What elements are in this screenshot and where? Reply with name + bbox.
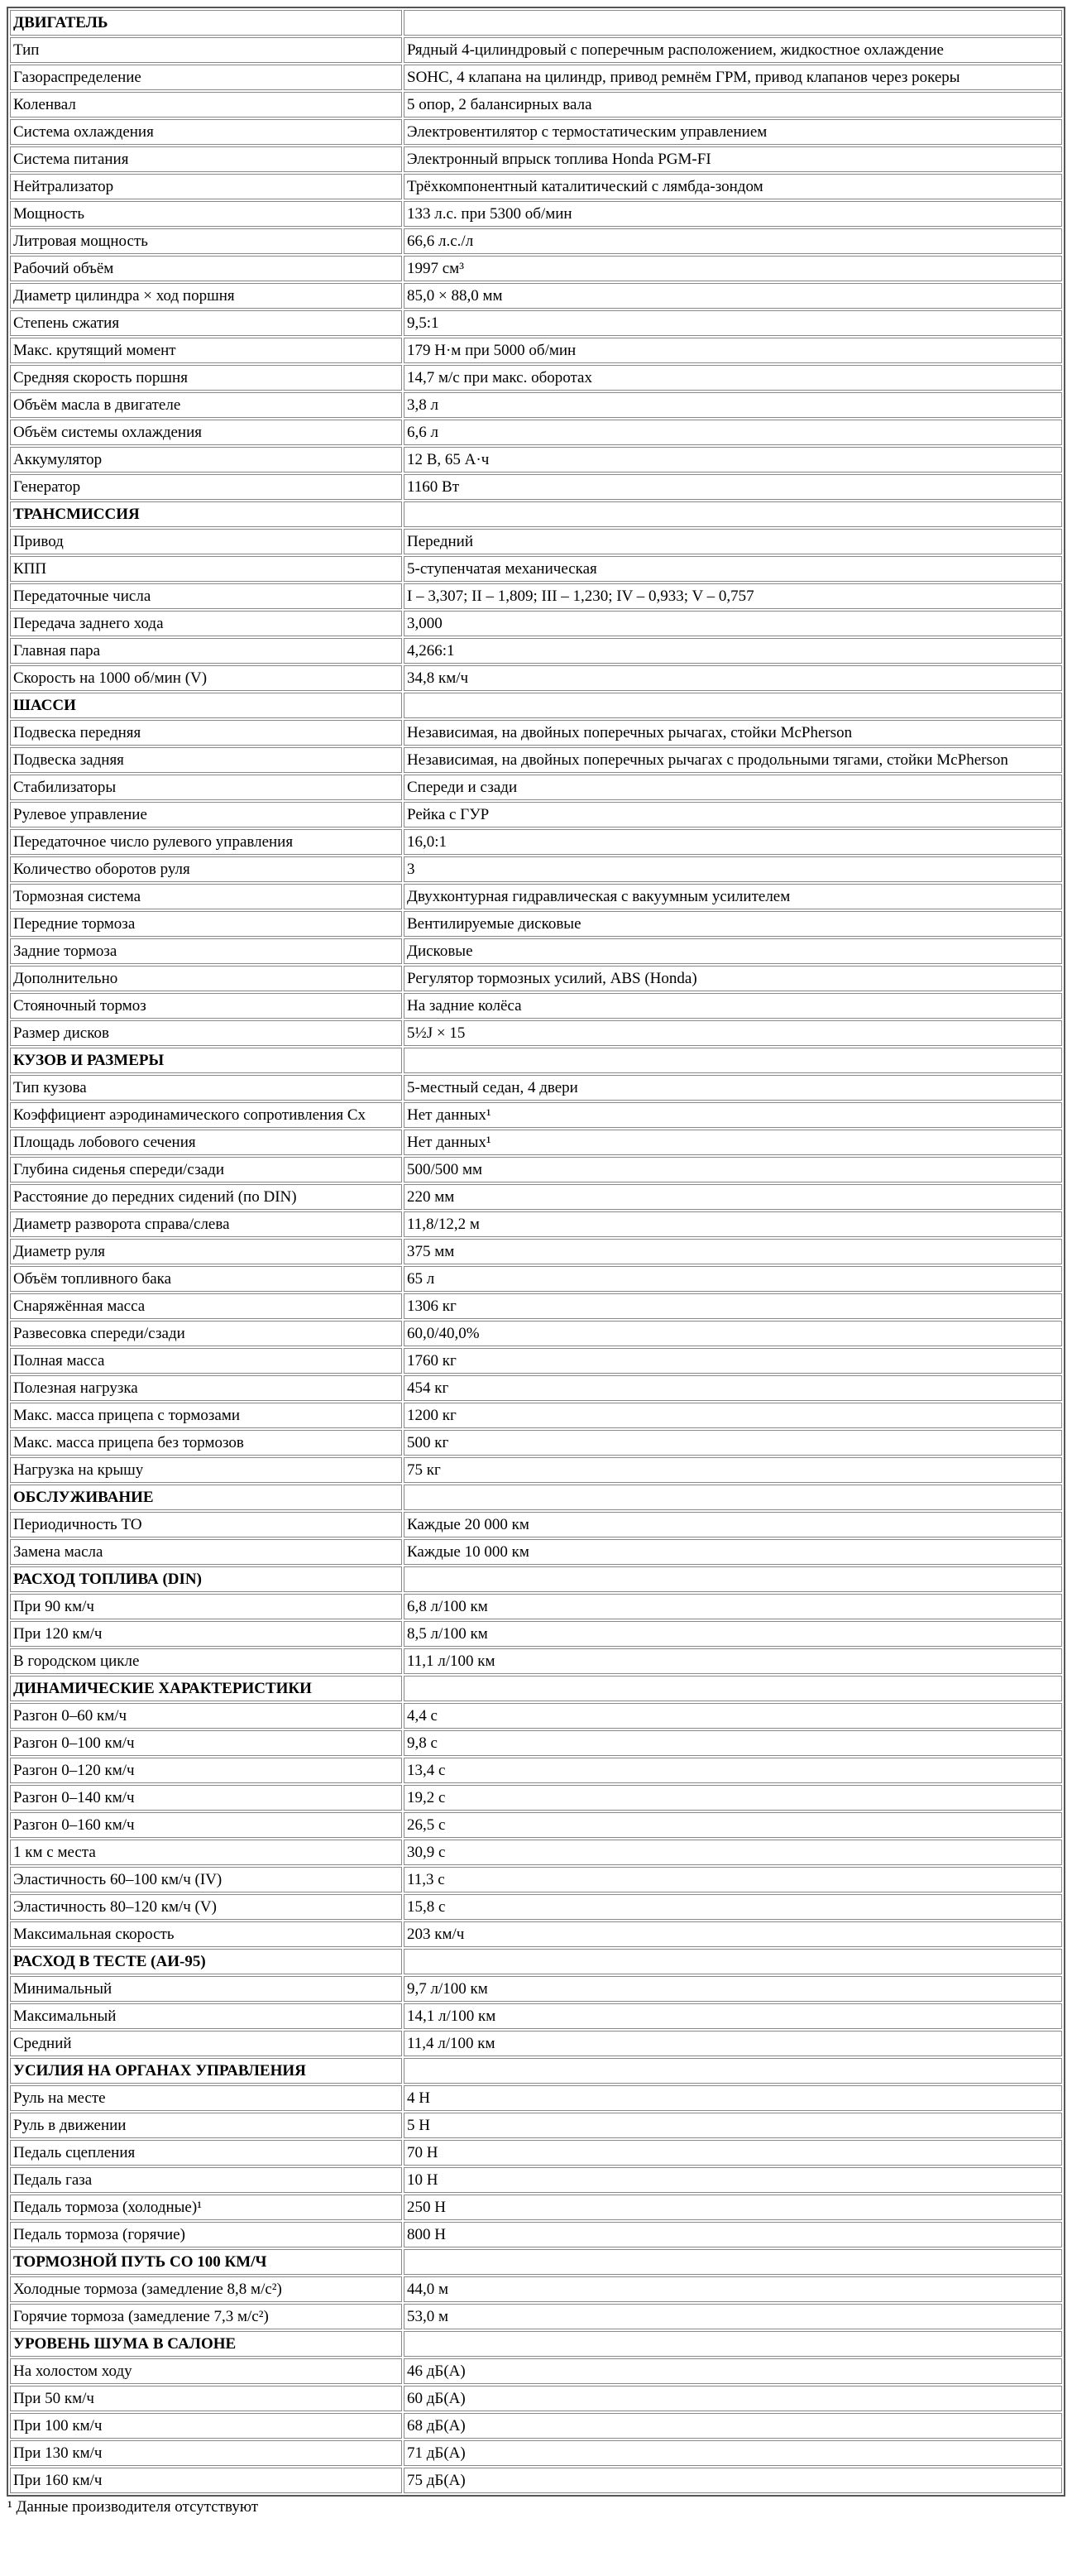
spec-value: Трёхкомпонентный каталитический с лямбда-зондом [404, 174, 1062, 199]
spec-label: Тип [10, 37, 402, 63]
table-row [10, 1539, 1062, 1565]
spec-label: Количество оборотов руля [10, 856, 402, 882]
table-row [10, 1130, 1062, 1155]
section-title: ОБСЛУЖИВАНИЕ [10, 1485, 402, 1510]
spec-label: Макс. масса прицепа без тормозов [10, 1430, 402, 1456]
table-row [10, 365, 1062, 391]
spec-value: 5 опор, 2 балансирных вала [404, 92, 1062, 118]
spec-value: 179 Н·м при 5000 об/мин [404, 338, 1062, 363]
spec-value: 9,5:1 [404, 310, 1062, 336]
section-title-spacer [404, 1048, 1062, 1073]
spec-label: Дополнительно [10, 966, 402, 991]
spec-label: Объём системы охлаждения [10, 420, 402, 445]
section-title: УРОВЕНЬ ШУМА В САЛОНЕ [10, 2331, 402, 2357]
table-row [10, 1621, 1062, 1647]
spec-value: 454 кг [404, 1375, 1062, 1401]
table-row [10, 747, 1062, 773]
table-row [10, 2358, 1062, 2384]
table-row [10, 256, 1062, 281]
spec-label: Площадь лобового сечения [10, 1130, 402, 1155]
spec-label: Средняя скорость поршня [10, 365, 402, 391]
spec-label: КПП [10, 556, 402, 582]
spec-label: Макс. крутящий момент [10, 338, 402, 363]
spec-value: 1997 см³ [404, 256, 1062, 281]
spec-label: Рабочий объём [10, 256, 402, 281]
spec-label: Коэффициент аэродинамического сопротивления Cx [10, 1102, 402, 1128]
spec-label: Периодичность ТО [10, 1512, 402, 1537]
table-row [10, 638, 1062, 664]
spec-label: Главная пара [10, 638, 402, 664]
spec-label: Эластичность 80–120 км/ч (V) [10, 1894, 402, 1920]
spec-value: 3,8 л [404, 392, 1062, 418]
spec-value: 75 дБ(А) [404, 2468, 1062, 2493]
table-row [10, 228, 1062, 254]
spec-label: Полезная нагрузка [10, 1375, 402, 1401]
spec-label: Педаль тормоза (холодные)¹ [10, 2195, 402, 2220]
spec-value: 3 [404, 856, 1062, 882]
section-title: ДИНАМИЧЕСКИЕ ХАРАКТЕРИСТИКИ [10, 1676, 402, 1701]
spec-value: На задние колёса [404, 993, 1062, 1019]
table-row [10, 65, 1062, 90]
table-row [10, 2468, 1062, 2493]
table-row [10, 1840, 1062, 1865]
spec-value: 375 мм [404, 1239, 1062, 1264]
spec-label: Система питания [10, 146, 402, 172]
spec-label: Литровая мощность [10, 228, 402, 254]
spec-label: Педаль тормоза (горячие) [10, 2222, 402, 2247]
spec-label: При 50 км/ч [10, 2386, 402, 2411]
table-row [10, 1321, 1062, 1346]
table-row [10, 884, 1062, 909]
spec-label: Максимальный [10, 2003, 402, 2029]
table-row [10, 938, 1062, 964]
spec-label: Рулевое управление [10, 802, 402, 827]
section-title-spacer [404, 2058, 1062, 2084]
spec-label: При 100 км/ч [10, 2413, 402, 2439]
table-row [10, 775, 1062, 800]
table-row [10, 1894, 1062, 1920]
table-row [10, 529, 1062, 554]
table-row [10, 1758, 1062, 1783]
section-header-row [10, 2331, 1062, 2357]
footnote: ¹ Данные производителя отсутствуют [7, 2498, 259, 2516]
table-row [10, 1348, 1062, 1374]
table-row [10, 2304, 1062, 2329]
table-row [10, 1921, 1062, 1947]
table-row [10, 1266, 1062, 1292]
section-title-spacer [404, 1485, 1062, 1510]
table-row [10, 802, 1062, 827]
table-row [10, 37, 1062, 63]
spec-value: 11,3 с [404, 1867, 1062, 1892]
spec-value: 13,4 с [404, 1758, 1062, 1783]
table-row [10, 92, 1062, 118]
section-header-row [10, 1485, 1062, 1510]
spec-value: 65 л [404, 1266, 1062, 1292]
spec-value: 60,0/40,0% [404, 1321, 1062, 1346]
spec-value: Нет данных¹ [404, 1130, 1062, 1155]
spec-value: Электровентилятор с термостатическим управлением [404, 119, 1062, 145]
spec-value: 11,1 л/100 км [404, 1648, 1062, 1674]
spec-value: 34,8 км/ч [404, 665, 1062, 691]
spec-label: Объём топливного бака [10, 1266, 402, 1292]
spec-value: 19,2 с [404, 1785, 1062, 1811]
table-row [10, 2276, 1062, 2302]
table-row [10, 665, 1062, 691]
table-row [10, 2195, 1062, 2220]
spec-label: Привод [10, 529, 402, 554]
spec-label: Макс. масса прицепа с тормозами [10, 1403, 402, 1428]
table-row [10, 993, 1062, 1019]
spec-label: Холодные тормоза (замедление 8,8 м/с²) [10, 2276, 402, 2302]
spec-label: Газораспределение [10, 65, 402, 90]
table-row [10, 174, 1062, 199]
spec-value: 6,8 л/100 км [404, 1594, 1062, 1619]
spec-value: Двухконтурная гидравлическая с вакуумным усилителем [404, 884, 1062, 909]
spec-document [7, 7, 1065, 2517]
spec-label: Система охлаждения [10, 119, 402, 145]
spec-value: 14,1 л/100 км [404, 2003, 1062, 2029]
spec-label: Эластичность 60–100 км/ч (IV) [10, 1867, 402, 1892]
section-title: РАСХОД ТОПЛИВА (DIN) [10, 1566, 402, 1592]
spec-label: Диаметр разворота справа/слева [10, 1211, 402, 1237]
spec-value: Независимая, на двойных поперечных рычагах, стойки McPherson [404, 720, 1062, 746]
spec-value: Нет данных¹ [404, 1102, 1062, 1128]
table-row [10, 1293, 1062, 1319]
spec-label: Передаточные числа [10, 583, 402, 609]
spec-label: Скорость на 1000 об/мин (V) [10, 665, 402, 691]
spec-value: Каждые 20 000 км [404, 1512, 1062, 1537]
table-row [10, 474, 1062, 500]
table-row [10, 1457, 1062, 1483]
spec-value: 53,0 м [404, 2304, 1062, 2329]
spec-label: Генератор [10, 474, 402, 500]
section-header-row [10, 1566, 1062, 1592]
spec-label: Горячие тормоза (замедление 7,3 м/с²) [10, 2304, 402, 2329]
spec-value: Вентилируемые дисковые [404, 911, 1062, 937]
spec-label: На холостом ходу [10, 2358, 402, 2384]
spec-value: 4,266:1 [404, 638, 1062, 664]
spec-label: Снаряжённая масса [10, 1293, 402, 1319]
spec-value: 12 В, 65 А·ч [404, 447, 1062, 473]
table-row [10, 1184, 1062, 1210]
section-title-spacer [404, 2331, 1062, 2357]
spec-value: 133 л.с. при 5300 об/мин [404, 201, 1062, 227]
spec-label: Замена масла [10, 1539, 402, 1565]
table-row [10, 1239, 1062, 1264]
spec-label: При 160 км/ч [10, 2468, 402, 2493]
spec-label: При 120 км/ч [10, 1621, 402, 1647]
table-row [10, 1075, 1062, 1101]
spec-value: Спереди и сзади [404, 775, 1062, 800]
spec-label: Педаль сцепления [10, 2140, 402, 2166]
spec-label: При 130 км/ч [10, 2440, 402, 2466]
spec-value: 203 км/ч [404, 1921, 1062, 1947]
spec-label: Педаль газа [10, 2167, 402, 2193]
section-header-row [10, 10, 1062, 36]
table-row [10, 283, 1062, 309]
section-header-row [10, 1676, 1062, 1701]
spec-label: Разгон 0–160 км/ч [10, 1812, 402, 1838]
section-title-spacer [404, 1566, 1062, 1592]
spec-value: 9,8 с [404, 1730, 1062, 1756]
spec-value: 3,000 [404, 611, 1062, 636]
table-row [10, 2167, 1062, 2193]
spec-label: Руль на месте [10, 2085, 402, 2111]
spec-label: Нагрузка на крышу [10, 1457, 402, 1483]
spec-value: I – 3,307; II – 1,809; III – 1,230; IV – 0,933; V – 0,757 [404, 583, 1062, 609]
spec-label: Передача заднего хода [10, 611, 402, 636]
spec-label: Стояночный тормоз [10, 993, 402, 1019]
spec-label: Тормозная система [10, 884, 402, 909]
spec-label: Глубина сиденья спереди/сзади [10, 1157, 402, 1182]
spec-value: 500/500 мм [404, 1157, 1062, 1182]
spec-value: 70 Н [404, 2140, 1062, 2166]
table-row [10, 2031, 1062, 2056]
spec-value: 220 мм [404, 1184, 1062, 1210]
spec-value: 1306 кг [404, 1293, 1062, 1319]
section-header-row [10, 1949, 1062, 1974]
spec-label: Разгон 0–120 км/ч [10, 1758, 402, 1783]
table-row [10, 447, 1062, 473]
spec-value: 5-ступенчатая механическая [404, 556, 1062, 582]
table-row [10, 911, 1062, 937]
section-title: КУЗОВ И РАЗМЕРЫ [10, 1048, 402, 1073]
spec-value: Передний [404, 529, 1062, 554]
spec-value: 250 Н [404, 2195, 1062, 2220]
section-title: ДВИГАТЕЛЬ [10, 10, 402, 36]
spec-value: Дисковые [404, 938, 1062, 964]
spec-label: Разгон 0–140 км/ч [10, 1785, 402, 1811]
spec-value: 60 дБ(А) [404, 2386, 1062, 2411]
table-row [10, 392, 1062, 418]
spec-label: Мощность [10, 201, 402, 227]
spec-label: Передаточное число рулевого управления [10, 829, 402, 855]
spec-value: 16,0:1 [404, 829, 1062, 855]
spec-label: Максимальная скорость [10, 1921, 402, 1947]
table-row [10, 1867, 1062, 1892]
spec-label: При 90 км/ч [10, 1594, 402, 1619]
table-row [10, 1430, 1062, 1456]
spec-value: 44,0 м [404, 2276, 1062, 2302]
table-row [10, 1512, 1062, 1537]
spec-value: 15,8 с [404, 1894, 1062, 1920]
section-title: ТОРМОЗНОЙ ПУТЬ СО 100 КМ/Ч [10, 2249, 402, 2275]
section-title-spacer [404, 2249, 1062, 2275]
table-row [10, 2085, 1062, 2111]
section-title-spacer [404, 1949, 1062, 1974]
spec-label: Развесовка спереди/сзади [10, 1321, 402, 1346]
spec-label: Расстояние до передних сидений (по DIN) [10, 1184, 402, 1210]
table-row [10, 583, 1062, 609]
spec-value: 66,6 л.с./л [404, 228, 1062, 254]
spec-value: 68 дБ(А) [404, 2413, 1062, 2439]
spec-label: Размер дисков [10, 1020, 402, 1046]
spec-label: Аккумулятор [10, 447, 402, 473]
table-row [10, 201, 1062, 227]
section-title-spacer [404, 1676, 1062, 1701]
spec-value: 5-местный седан, 4 двери [404, 1075, 1062, 1101]
spec-value: Независимая, на двойных поперечных рычагах с продольными тягами, стойки McPherson [404, 747, 1062, 773]
spec-value: Рейка с ГУР [404, 802, 1062, 827]
spec-value: 26,5 с [404, 1812, 1062, 1838]
table-row [10, 146, 1062, 172]
table-row [10, 2413, 1062, 2439]
section-header-row [10, 2249, 1062, 2275]
spec-label: Объём масла в двигателе [10, 392, 402, 418]
spec-label: Средний [10, 2031, 402, 2056]
spec-value: 11,8/12,2 м [404, 1211, 1062, 1237]
spec-value: 1200 кг [404, 1403, 1062, 1428]
table-row [10, 2222, 1062, 2247]
section-title-spacer [404, 693, 1062, 718]
spec-value: 46 дБ(А) [404, 2358, 1062, 2384]
spec-value: Рядный 4-цилиндровый с поперечным расположением, жидкостное охлаждение [404, 37, 1062, 63]
table-row [10, 1020, 1062, 1046]
spec-label: Диаметр цилиндра × ход поршня [10, 283, 402, 309]
spec-value: 8,5 л/100 км [404, 1621, 1062, 1647]
spec-label: Задние тормоза [10, 938, 402, 964]
spec-value: Каждые 10 000 км [404, 1539, 1062, 1565]
spec-value: 71 дБ(А) [404, 2440, 1062, 2466]
spec-label: Тип кузова [10, 1075, 402, 1101]
spec-value: 5 Н [404, 2113, 1062, 2138]
spec-value: 85,0 × 88,0 мм [404, 283, 1062, 309]
spec-value: 4,4 с [404, 1703, 1062, 1729]
table-row [10, 420, 1062, 445]
spec-label: Нейтрализатор [10, 174, 402, 199]
spec-value: 11,4 л/100 км [404, 2031, 1062, 2056]
table-row [10, 2386, 1062, 2411]
table-row [10, 2140, 1062, 2166]
spec-label: Руль в движении [10, 2113, 402, 2138]
table-row [10, 2113, 1062, 2138]
section-title-spacer [404, 501, 1062, 527]
table-row [10, 720, 1062, 746]
spec-label: 1 км с места [10, 1840, 402, 1865]
spec-label: Разгон 0–60 км/ч [10, 1703, 402, 1729]
section-title: ТРАНСМИССИЯ [10, 501, 402, 527]
spec-label: В городском цикле [10, 1648, 402, 1674]
spec-label: Полная масса [10, 1348, 402, 1374]
table-row [10, 829, 1062, 855]
spec-label: Передние тормоза [10, 911, 402, 937]
section-title: УСИЛИЯ НА ОРГАНАХ УПРАВЛЕНИЯ [10, 2058, 402, 2084]
spec-value: Электронный впрыск топлива Honda PGM-FI [404, 146, 1062, 172]
section-title: ШАССИ [10, 693, 402, 718]
table-row [10, 1403, 1062, 1428]
spec-label: Степень сжатия [10, 310, 402, 336]
section-header-row [10, 1048, 1062, 1073]
table-row [10, 1730, 1062, 1756]
spec-value: 30,9 с [404, 1840, 1062, 1865]
section-title: РАСХОД В ТЕСТЕ (АИ-95) [10, 1949, 402, 1974]
spec-value: 800 Н [404, 2222, 1062, 2247]
spec-table [7, 7, 1065, 2497]
section-header-row [10, 693, 1062, 718]
spec-label: Подвеска передняя [10, 720, 402, 746]
table-row [10, 1102, 1062, 1128]
spec-label: Подвеска задняя [10, 747, 402, 773]
table-row [10, 1211, 1062, 1237]
table-row [10, 310, 1062, 336]
spec-value: 1160 Вт [404, 474, 1062, 500]
section-title-spacer [404, 10, 1062, 36]
spec-value: 1760 кг [404, 1348, 1062, 1374]
section-header-row [10, 2058, 1062, 2084]
table-row [10, 1812, 1062, 1838]
table-row [10, 2440, 1062, 2466]
spec-table-body [10, 10, 1062, 2493]
table-row [10, 611, 1062, 636]
spec-value: 14,7 м/с при макс. оборотах [404, 365, 1062, 391]
table-row [10, 2003, 1062, 2029]
spec-value: 10 Н [404, 2167, 1062, 2193]
table-row [10, 1594, 1062, 1619]
table-row [10, 556, 1062, 582]
table-row [10, 856, 1062, 882]
spec-value: 5½J × 15 [404, 1020, 1062, 1046]
spec-value: 6,6 л [404, 420, 1062, 445]
table-row [10, 119, 1062, 145]
table-row [10, 1703, 1062, 1729]
table-row [10, 1648, 1062, 1674]
spec-label: Стабилизаторы [10, 775, 402, 800]
spec-label: Диаметр руля [10, 1239, 402, 1264]
spec-value: 75 кг [404, 1457, 1062, 1483]
table-row [10, 1976, 1062, 2002]
table-row [10, 1785, 1062, 1811]
table-row [10, 1157, 1062, 1182]
spec-value: 9,7 л/100 км [404, 1976, 1062, 2002]
table-row [10, 338, 1062, 363]
spec-value: SOHC, 4 клапана на цилиндр, привод ремнём ГРМ, привод клапанов через рокеры [404, 65, 1062, 90]
table-row [10, 1375, 1062, 1401]
spec-value: 500 кг [404, 1430, 1062, 1456]
table-row [10, 966, 1062, 991]
section-header-row [10, 501, 1062, 527]
spec-label: Минимальный [10, 1976, 402, 2002]
spec-label: Коленвал [10, 92, 402, 118]
spec-value: 4 Н [404, 2085, 1062, 2111]
spec-label: Разгон 0–100 км/ч [10, 1730, 402, 1756]
spec-value: Регулятор тормозных усилий, ABS (Honda) [404, 966, 1062, 991]
